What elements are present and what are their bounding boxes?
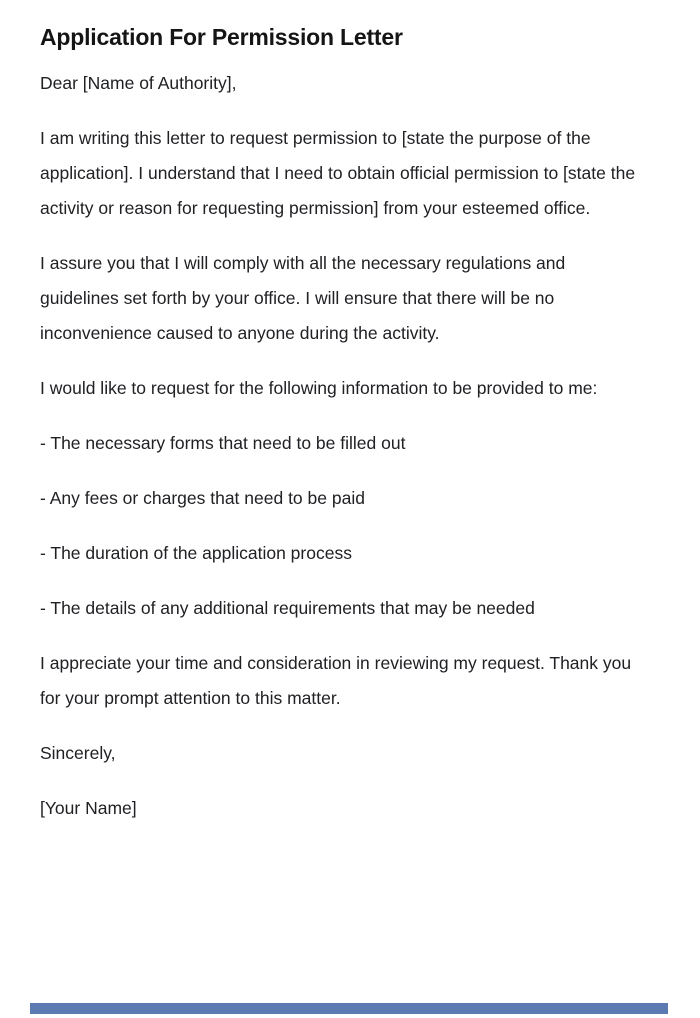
closing-sincerely: Sincerely, — [40, 743, 116, 763]
list-item-additional-requirements: - The details of any additional requirements that may be needed — [40, 598, 535, 618]
paragraph-appreciation: I appreciate your time and consideration in reviewing my request. Thank you for your prompt attention to this matter. — [40, 653, 632, 708]
salutation: Dear [Name of Authority], — [40, 73, 237, 93]
footer-accent-bar — [30, 1003, 668, 1014]
paragraph-assurance: I assure you that I will comply with all the necessary regulations and guidelines set forth by your office. I will ensure that there will be no inconvenience caused to anyone during the activity. — [40, 253, 566, 343]
list-item-duration: - The duration of the application process — [40, 543, 352, 563]
list-item-forms: - The necessary forms that need to be filled out — [40, 433, 406, 453]
page-title: Application For Permission Letter — [40, 24, 403, 50]
list-item-fees: - Any fees or charges that need to be paid — [40, 488, 365, 508]
signature-placeholder: [Your Name] — [40, 798, 137, 818]
paragraph-information-request: I would like to request for the following information to be provided to me: — [40, 378, 598, 398]
paragraph-intro-request: I am writing this letter to request permission to [state the purpose of the application]. I understand that I need to obtain official permission to [state the activity or reason for requesting permission] from your esteemed office. — [40, 128, 636, 218]
